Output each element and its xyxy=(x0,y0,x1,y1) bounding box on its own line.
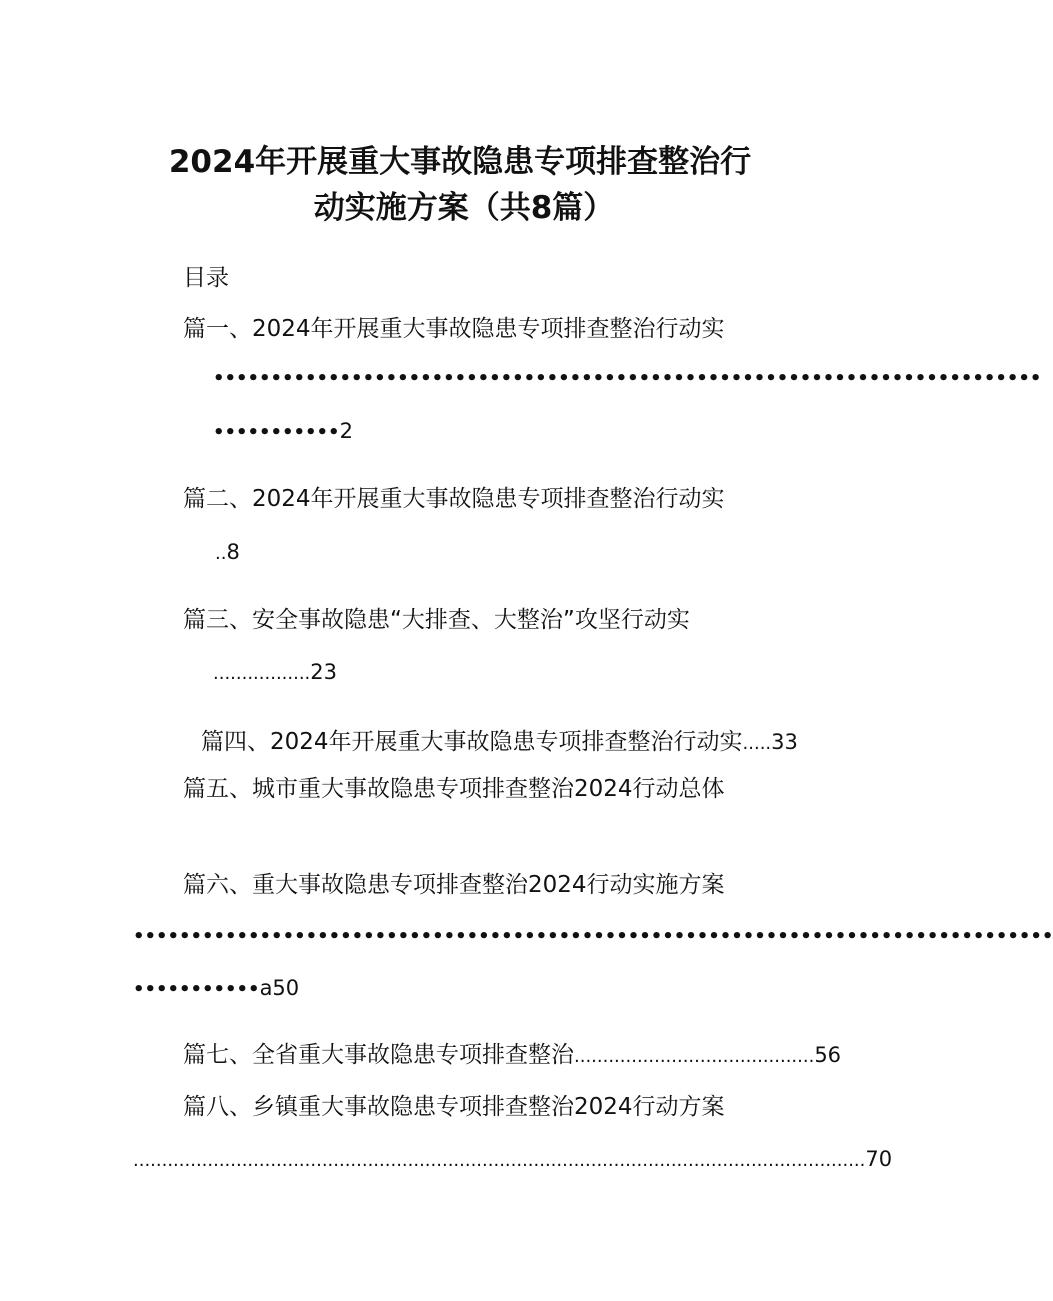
toc-heading: 目录 xyxy=(183,265,229,291)
toc-item-2-label[interactable]: 篇二、2024年开展重大事故隐患专项排查整治行动实 xyxy=(183,486,725,512)
toc-item-1-leader-tail: ••••••••••• xyxy=(213,422,340,443)
toc-item-2-leader-end xyxy=(215,537,240,569)
toc-item-5-label[interactable]: 篇五、城市重大事故隐患专项排查整治2024行动总体 xyxy=(183,776,725,802)
toc-item-1-page[interactable]: 2 xyxy=(339,419,353,443)
toc-item-4-label: 篇四、2024年开展重大事故隐患专项排查整治行动实 xyxy=(201,729,743,755)
toc-item-8-leader: ................................................................................................................................ xyxy=(133,1150,866,1171)
toc-item-6-leader-end xyxy=(133,973,299,1005)
toc-item-8-leader-end xyxy=(133,1144,893,1176)
toc-item-7[interactable] xyxy=(183,1040,841,1072)
document-title-line2: 动实施方案（共8篇） xyxy=(313,190,615,226)
toc-item-2-page[interactable]: 8 xyxy=(226,540,240,564)
toc-item-6-label[interactable]: 篇六、重大事故隐患专项排查整治2024行动实施方案 xyxy=(183,872,725,898)
document-title-line1: 2024年开展重大事故隐患专项排查整治行 xyxy=(168,144,752,180)
toc-item-6-leader: •••••••••••••••••••••••••••••••••••••••••••••••••••••••••••••••••••••••••••••••• xyxy=(133,926,1053,947)
toc-item-7-label: 篇七、全省重大事故隐患专项排查整治 xyxy=(183,1042,574,1068)
toc-item-2-leader: .. xyxy=(215,543,227,564)
toc-item-4-page[interactable]: 33 xyxy=(771,730,798,754)
toc-item-3-leader: ................. xyxy=(213,663,311,684)
toc-item-4-leader: ..... xyxy=(742,733,772,754)
toc-item-7-page[interactable]: 56 xyxy=(814,1043,842,1067)
toc-item-6-page[interactable]: a50 xyxy=(259,976,300,1000)
toc-item-1-leader: •••••••••••••••••••••••••••••••••••••••••••••••••••••••••••••••••••••••• xyxy=(213,368,1042,389)
toc-item-6-leader-tail: ••••••••••• xyxy=(133,979,260,1000)
toc-item-8-label[interactable]: 篇八、乡镇重大事故隐患专项排查整治2024行动方案 xyxy=(183,1094,725,1120)
toc-item-3-label[interactable]: 篇三、安全事故隐患“大排查、大整治”攻坚行动实 xyxy=(183,607,690,633)
toc-item-8-page[interactable]: 70 xyxy=(865,1147,893,1171)
toc-item-7-leader: .......................................... xyxy=(574,1046,815,1067)
toc-item-3-page[interactable]: 23 xyxy=(310,660,338,684)
toc-item-1-label[interactable]: 篇一、2024年开展重大事故隐患专项排查整治行动实 xyxy=(183,316,725,342)
toc-item-1-leader-end xyxy=(213,416,353,448)
toc-item-4[interactable] xyxy=(201,727,798,759)
toc-item-3-leader-end xyxy=(213,657,337,689)
